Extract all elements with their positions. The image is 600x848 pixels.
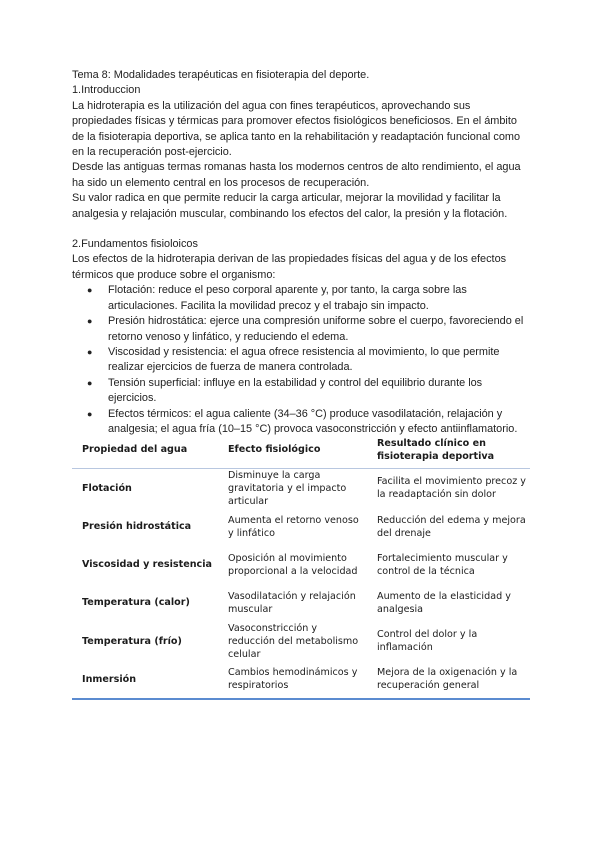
result-cell: Control del dolor y la inflamación <box>377 629 478 653</box>
list-item-text: Presión hidrostática: ejerce una compresión uniforme sobre el cuerpo, favoreciendo el retorno venoso y linfático, y reduciendo el edema. <box>108 315 524 343</box>
list-item <box>87 345 532 376</box>
property-cell: Presión hidrostática <box>82 521 192 532</box>
result-cell: Aumento de la elasticidad y analgesia <box>377 590 511 615</box>
table-row <box>72 622 530 661</box>
column-header-property: Propiedad del agua <box>82 444 188 456</box>
table-row <box>72 468 530 508</box>
fundamentals-list <box>72 283 532 437</box>
section-2-intro: Los efectos de la hidroterapia derivan de las propiedades físicas del agua y de los efectos térmicos que produce sobre el organismo: <box>72 253 507 281</box>
table-row <box>72 508 530 546</box>
result-cell: Fortalecimiento muscular y control de la técnica <box>377 552 508 577</box>
section-2-heading: 2.Fundamentos fisioloicos <box>72 238 198 251</box>
list-item-text: Viscosidad y resistencia: el agua ofrece resistencia al movimiento, lo que permite realizar ejercicios de fuerza de manera controlada. <box>108 345 500 374</box>
result-cell: Mejora de la oxigenación y la recuperación general <box>377 667 518 691</box>
bullet-icon: ● <box>87 285 93 296</box>
paragraph-gap <box>72 222 532 237</box>
column-header-result: Resultado clínico en fisioterapia deportiva <box>377 437 495 462</box>
list-item-text: Efectos térmicos: el agua caliente (34–36 °C) produce vasodilatación, relajación y analgesia; el agua fría (10–15 °C) provoca vasoconstricción y efecto antiinflamatorio. <box>108 407 518 435</box>
table-row <box>72 661 530 699</box>
list-item <box>87 283 532 314</box>
property-cell: Inmersión <box>82 673 137 685</box>
property-cell: Temperatura (calor) <box>82 597 190 608</box>
table-header-row <box>72 432 530 468</box>
effect-cell: Vasodilatación y relajación muscular <box>228 590 356 615</box>
properties-table <box>72 432 530 700</box>
list-item <box>87 376 532 407</box>
effect-cell: Cambios hemodinámicos y respiratorios <box>228 667 358 691</box>
document-title: Tema 8: Modalidades terapéuticas en fisioterapia del deporte. <box>72 69 370 81</box>
intro-paragraph-3: Su valor radica en que permite reducir la carga articular, mejorar la movilidad y facilitar la analgesia y relajación muscular, combinando los efectos del calor, la presión y la flotación. <box>72 192 508 220</box>
bullet-icon: ● <box>87 316 93 327</box>
property-cell: Flotación <box>82 482 132 494</box>
bullet-icon: ● <box>87 346 93 357</box>
document-body <box>72 68 532 437</box>
intro-paragraph-1: La hidroterapia es la utilización del agua con fines terapéuticos, aprovechando sus propiedades físicas y térmicas para promover efectos fisiológicos beneficiosos. En el ámbito de la fisioterapia deportiva, se aplica tanto en la rehabilitación y readaptación funcional como en la recuperación post-ejercicio. <box>72 99 521 159</box>
table-row <box>72 546 530 584</box>
property-cell: Viscosidad y resistencia <box>82 559 212 570</box>
table-row <box>72 584 530 622</box>
list-item-text: Tensión superficial: influye en la estabilidad y control del equilibrio durante los ejercicios. <box>108 376 483 405</box>
effect-cell: Vasoconstricción y reducción del metabolismo celular <box>228 622 359 660</box>
bullet-icon: ● <box>87 377 93 388</box>
effect-cell: Aumenta el retorno venoso y linfático <box>228 514 359 539</box>
list-item-text: Flotación: reduce el peso corporal aparente y, por tanto, la carga sobre las articulaciones. Facilita la movilidad precoz y el trabajo sin impacto. <box>108 284 467 312</box>
result-cell: Facilita el movimiento precoz y la readaptación sin dolor <box>377 476 526 500</box>
bullet-icon: ● <box>87 408 93 419</box>
effect-cell: Oposición al movimiento proporcional a la velocidad <box>228 552 358 577</box>
section-1-heading: 1.Introduccion <box>72 84 141 97</box>
property-cell: Temperatura (frío) <box>82 635 182 647</box>
column-header-effect: Efecto fisiológico <box>228 444 321 456</box>
effect-cell: Disminuye la carga gravitatoria y el impacto articular <box>228 469 347 507</box>
list-item <box>87 314 532 345</box>
result-cell: Reducción del edema y mejora del drenaje <box>377 514 526 539</box>
intro-paragraph-2: Desde las antiguas termas romanas hasta los modernos centros de alto rendimiento, el agua ha sido un elemento central en los procesos de recuperación. <box>72 161 521 189</box>
